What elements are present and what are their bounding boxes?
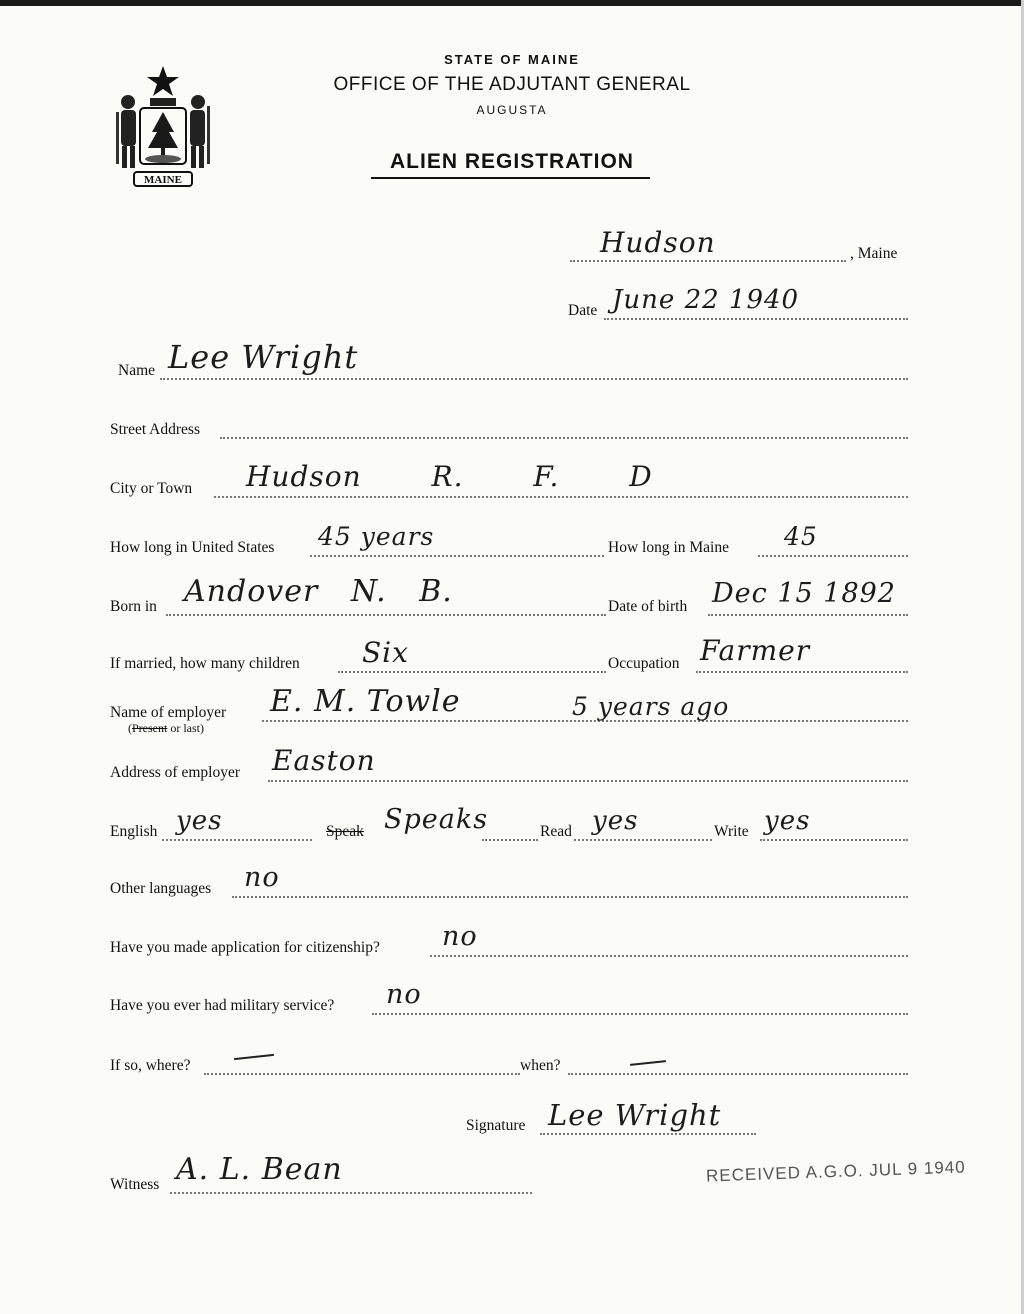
speak-value: Speaks (384, 804, 489, 835)
received-stamp: RECEIVED A.G.O. JUL 9 1940 (705, 1157, 966, 1186)
form-title: ALIEN REGISTRATION (390, 150, 634, 173)
witness-line (170, 1192, 532, 1194)
when-line (568, 1073, 908, 1075)
children-line (338, 671, 606, 673)
employer-sublabel-rest: or last) (167, 721, 204, 735)
other-languages-value: no (244, 862, 280, 893)
town-line (570, 260, 846, 262)
employer-label: Name of employer (110, 704, 227, 721)
if-so-where-label: If so, where? (110, 1057, 191, 1074)
signature-value: Lee Wright (548, 1098, 722, 1132)
other-languages-label: Other languages (110, 880, 212, 897)
city-or-town-value: Hudson R. F. D (246, 460, 653, 493)
employer-address-label: Address of employer (110, 764, 240, 781)
how-long-us-line (310, 555, 604, 557)
english-label: English (110, 823, 158, 840)
write-label: Write (714, 823, 749, 840)
children-value: Six (362, 636, 409, 669)
how-long-maine-line (758, 555, 908, 557)
scan-top-border (0, 0, 1024, 6)
read-line (574, 839, 712, 841)
street-address-line (220, 437, 908, 439)
employer-address-line (268, 780, 908, 782)
employer-value: E. M. Towle (270, 684, 461, 719)
occupation-line (696, 671, 908, 673)
signature-line (540, 1133, 756, 1135)
military-label: Have you ever had military service? (110, 997, 335, 1014)
state-heading: STATE OF MAINE (444, 52, 580, 67)
born-in-value: Andover N. B. (184, 574, 453, 609)
military-line (372, 1013, 908, 1015)
maine-label: , Maine (850, 245, 898, 262)
witness-label: Witness (110, 1176, 160, 1193)
date-of-birth-line (708, 614, 908, 616)
how-long-maine-label: How long in Maine (608, 539, 729, 556)
speak-line (482, 839, 538, 841)
when-dash (630, 1060, 666, 1066)
english-line (162, 839, 312, 841)
speak-label: Speak (326, 823, 364, 840)
when-label: when? (520, 1057, 561, 1074)
street-address-label: Street Address (110, 421, 200, 438)
write-line (760, 839, 908, 841)
employer-note-value: 5 years ago (572, 692, 730, 721)
date-label: Date (568, 302, 598, 319)
city-or-town-label: City or Town (110, 480, 193, 497)
citizenship-line (430, 955, 908, 957)
name-line (160, 378, 908, 380)
born-in-label: Born in (110, 598, 157, 615)
read-value: yes (592, 806, 639, 836)
name-label: Name (118, 362, 156, 379)
how-long-us-value: 45 years (318, 522, 435, 551)
seal-label: MAINE (144, 174, 182, 186)
where-line (204, 1073, 520, 1075)
citizenship-value: no (442, 921, 478, 952)
employer-sublabel-struck: Present (132, 721, 168, 735)
where-dash (234, 1054, 274, 1060)
city-heading: AUGUSTA (476, 103, 548, 117)
other-languages-line (232, 896, 908, 898)
how-long-us-label: How long in United States (110, 539, 275, 556)
witness-value: A. L. Bean (176, 1152, 343, 1187)
title-underline (371, 177, 650, 179)
office-heading: OFFICE OF THE ADJUTANT GENERAL (333, 74, 691, 95)
name-value: Lee Wright (168, 338, 359, 376)
born-in-line (166, 614, 606, 616)
read-label: Read (540, 823, 572, 840)
signature-label: Signature (466, 1117, 526, 1134)
employer-sublabel: (Present or last) (128, 721, 204, 735)
employer-address-value: Easton (272, 744, 376, 777)
date-line (604, 318, 908, 320)
town-value: Hudson (600, 226, 716, 259)
citizenship-label: Have you made application for citizenship? (110, 939, 380, 956)
date-of-birth-value: Dec 15 1892 (712, 578, 896, 609)
occupation-label: Occupation (608, 655, 680, 672)
children-label: If married, how many children (110, 655, 300, 672)
military-value: no (386, 979, 422, 1010)
english-value: yes (176, 806, 223, 836)
city-or-town-line (214, 496, 908, 498)
date-of-birth-label: Date of birth (608, 598, 688, 615)
occupation-value: Farmer (700, 634, 811, 667)
date-value: June 22 1940 (612, 285, 800, 315)
how-long-maine-value: 45 (784, 522, 818, 551)
write-value: yes (764, 806, 811, 836)
